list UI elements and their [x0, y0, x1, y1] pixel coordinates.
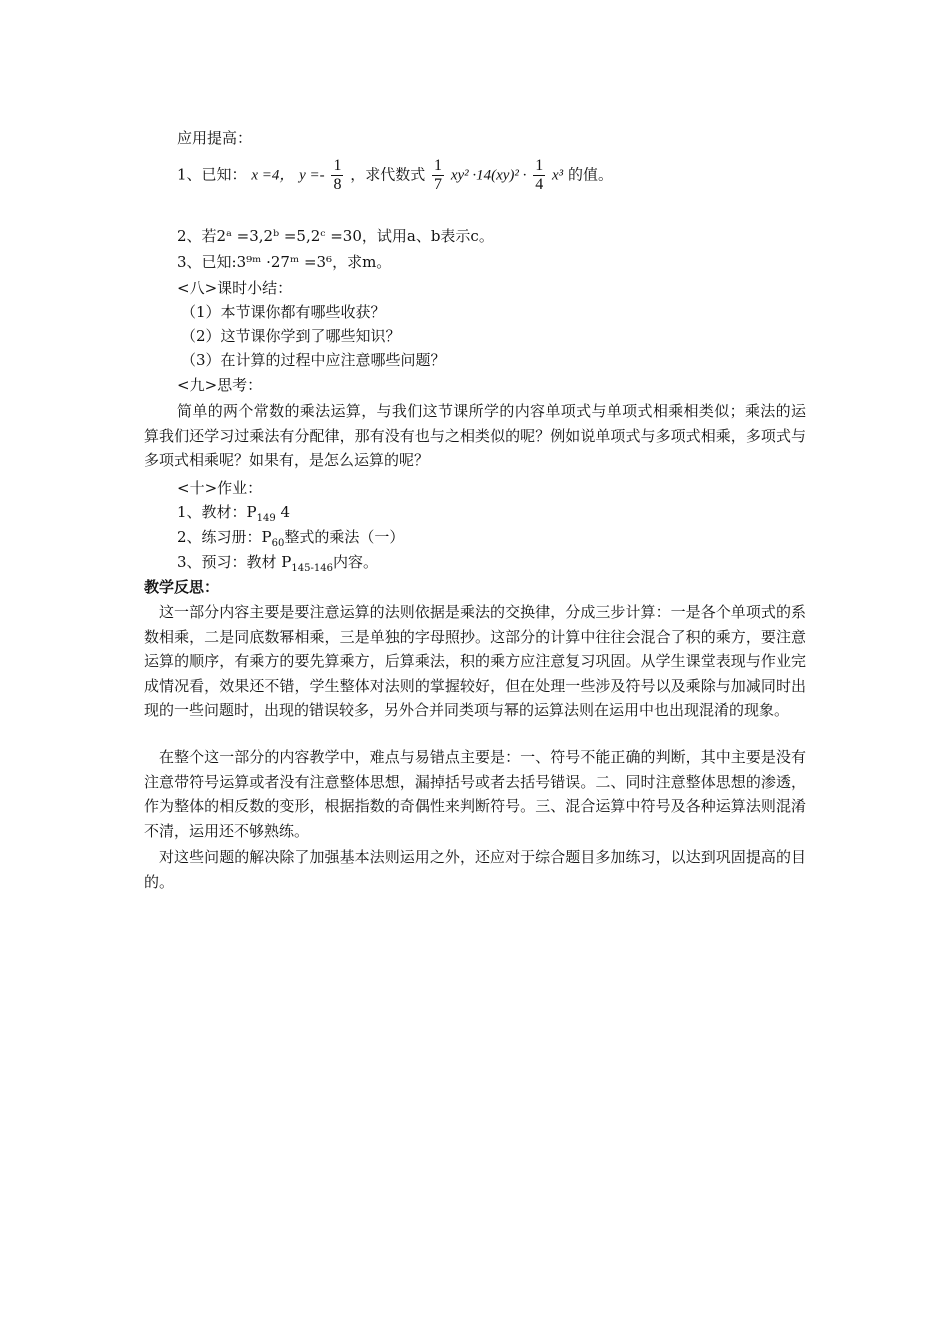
q1-mid: ，求代数式: [350, 165, 426, 184]
q1-fraction-3: $\frac{1}{4}$: [535, 157, 544, 193]
reflection-paragraph-1: 这一部分内容主要是要注意运算的法则依据是乘法的交换律，分成三步计算：一是各个单项式的系数相乘，二是同底数幂相乘，三是单独的字母照抄。这部分的计算中往往会混合了积的乘方，要注意运算的顺序，有乘方的要先算乘方，后算乘法，积的乘方应注意复习巩固。从学生课堂表现与作业完成情况看，效果还不错，学生整体对法则的掌握较好，但在处理一些涉及符号以及乘除与加减同时出现的一些问题时，出现的错误较多，另外合并同类项与幂的运算法则在运用中也出现混淆的现象。: [144, 603, 806, 719]
q1-expression-2: x³: [552, 167, 564, 184]
q1-x: x =4，: [251, 167, 295, 184]
reflection-paragraph-2: 在整个这一部分的内容教学中，难点与易错点主要是：一、符号不能正确的判断，其中主要是没有注意带符号运算或者没有注意整体思想，漏掉括号或者去括号错误。二、同时注意整体思想的渗透，作为整体的相反数的变形，根据指数的奇偶性来判断符号。三、混合运算中符号及各种运算法则混淆不清，运用还不够熟练。: [144, 748, 806, 840]
question-2: 2、若2ᵃ =3,2ᵇ =5,2ᶜ =30，试用a、b表示c。: [177, 227, 494, 245]
homework-item-3: 3、预习：教材 $P_{145-146}$内容。: [177, 553, 378, 574]
homework-item-1: 1、教材：$P_{149}$ 4: [177, 503, 291, 524]
summary-item-1: （1）本节课你都有哪些收获？: [181, 303, 386, 321]
q1-expression-1: xy² ·14(xy)² ·: [450, 167, 527, 184]
summary-item-2: （2）这节课你学到了哪些知识？: [181, 327, 401, 345]
reflection-title: 教学反思：: [144, 578, 220, 596]
q1-fraction-2: $\frac{1}{7}$: [434, 157, 443, 193]
homework-title: <十>作业：: [177, 479, 263, 497]
think-title: <九>思考：: [177, 376, 263, 394]
summary-title: <八>课时小结：: [177, 279, 293, 297]
q1-suffix: 的值。: [567, 165, 613, 184]
homework-item-2: 2、练习册：$P_{60}$整式的乘法（一）: [177, 528, 405, 549]
q1-prefix: 1、已知：: [177, 165, 247, 184]
think-paragraph: 简单的两个常数的乘法运算，与我们这节课所学的内容单项式与单项式相乘相类似；乘法的运算我们还学习过乘法有分配律，那有没有也与之相类似的呢？例如说单项式与多项式相乘，多项式与多项式相乘呢？如果有，是怎么运算的呢？: [144, 402, 806, 469]
q1-y: y =-: [299, 167, 325, 184]
summary-item-3: （3）在计算的过程中应注意哪些问题？: [181, 351, 446, 369]
question-1: [177, 157, 613, 194]
reflection-paragraph-3: 对这些问题的解决除了加强基本法则运用之外，还应对于综合题目多加练习，以达到巩固提高的目的。: [144, 848, 806, 891]
q1-fraction-1: $\frac{1}{8}$: [333, 157, 342, 193]
question-3: 3、已知:3⁹ᵐ ·27ᵐ =3⁶，求m。: [177, 253, 392, 271]
apply-title: 应用提高：: [177, 129, 253, 147]
